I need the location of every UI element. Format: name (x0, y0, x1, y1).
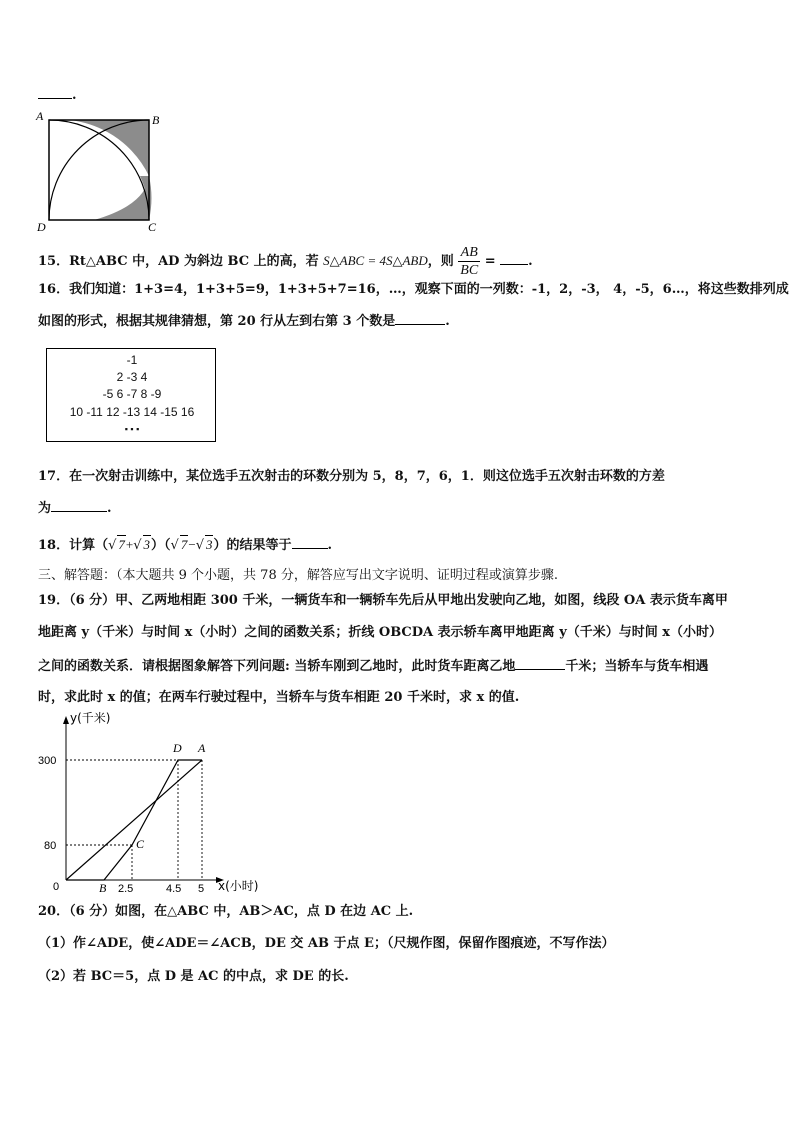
answer-blank (515, 657, 565, 670)
question-18: 18．计算（√ 7+√ 3）（√ 7−√ 3）的结果等于 . (38, 537, 333, 553)
question-20-line1: 20．（6 分）如图，在△ABC 中，AB＞AC，点 D 在边 AC 上. (38, 904, 414, 919)
question-19-line1: 19．（6 分）甲、乙两地相距 300 千米，一辆货车和一辆轿车先后从甲地出发驶向乙地，如图，线段 OA 表示货车离甲 (38, 593, 728, 608)
pyramid-row-1: -1 (126, 353, 138, 367)
pyramid-row-2: 2 -3 4 (116, 370, 148, 384)
y-tick-80: 80 (44, 840, 57, 852)
x-tick-2-5: 2.5 (118, 883, 134, 895)
section-3-heading: 三、解答题：（本大题共 9 个小题，共 78 分，解答应写出文字说明、证明过程或演算步骤. (38, 568, 558, 583)
y-tick-300: 300 (38, 755, 57, 767)
answer-blank (395, 312, 445, 325)
origin-label: 0 (53, 881, 60, 893)
x-tick-4-5: 4.5 (166, 883, 182, 895)
point-a-label: A (198, 741, 206, 755)
question-19-line2: 地距离 y（千米）与时间 x（小时）之间的函数关系；折线 OBCDA 表示轿车离甲地距离 y（千米）与时间 x（小时） (38, 625, 723, 640)
prev-answer-blank-line: . (38, 86, 77, 105)
x-axis-label: x(小时) (218, 879, 259, 893)
answer-blank (51, 499, 107, 512)
distance-time-graph (34, 708, 274, 900)
question-20-part2: （2）若 BC＝5，点 D 是 AC 的中点，求 DE 的长. (38, 969, 349, 984)
question-16-line1: 16．我们知道：1+3=4，1+3+5=9，1+3+5+7=16，…，观察下面的一列数：-1，2，-3， 4，-5，6…，将这些数排列成 (38, 282, 789, 297)
square-arc-figure (34, 110, 169, 232)
question-15: 15．Rt△ABC 中，AD 为斜边 BC 上的高，若 S△ABC = 4S△ABD，则 $\frac{AB}{BC}$ = . (38, 245, 533, 278)
answer-blank (292, 536, 328, 549)
answer-blank (500, 252, 528, 265)
truck-line-oa (66, 760, 202, 880)
area-formula: S△ABC = 4S△ABD (323, 253, 428, 268)
x-tick-5: 5 (198, 883, 205, 895)
label-d: D (37, 220, 46, 232)
pyramid-row-4: 10 -11 12 -13 14 -15 16 (69, 405, 195, 419)
question-16-line2: 如图的形式，根据其规律猜想，第 20 行从左到右第 3 个数是 . (38, 314, 450, 329)
point-d-label: D (173, 741, 182, 755)
pyramid-row-ellipsis: ▪ ▪ ▪ (124, 424, 140, 434)
ratio-fraction: $\frac{AB}{BC}$ (460, 245, 479, 278)
question-20-part1: （1）作∠ADE，使∠ADE＝∠ACB，DE 交 AB 于点 E；（尺规作图，保留作图痕迹，不写作法） (38, 936, 615, 951)
question-19-line4: 时，求此时 x 的值；在两车行驶过程中，当轿车与货车相距 20 千米时，求 x 的值. (38, 690, 520, 705)
y-axis-label: y(千米) (70, 711, 111, 725)
question-19-line3: 之间的函数关系．请根据图象解答下列问题: 当轿车刚到乙地时，此时货车距离乙地 千米；当轿车与货车相遇 (38, 659, 709, 674)
question-17-line1: 17．在一次射击训练中，某位选手五次射击的环数分别为 5，8，7，6，1．则这位选手五次射击环数的方差 (38, 469, 665, 484)
answer-blank (38, 86, 72, 99)
point-b-label: B (99, 881, 107, 895)
label-b: B (152, 113, 160, 127)
label-a: A (36, 110, 44, 123)
question-17-line2: 为 . (38, 501, 112, 516)
number-pyramid-box (46, 348, 216, 442)
pyramid-row-3: -5 6 -7 8 -9 (102, 387, 162, 401)
point-c-label: C (136, 837, 145, 851)
label-c: C (148, 220, 157, 232)
y-axis-arrow-icon (63, 716, 69, 724)
